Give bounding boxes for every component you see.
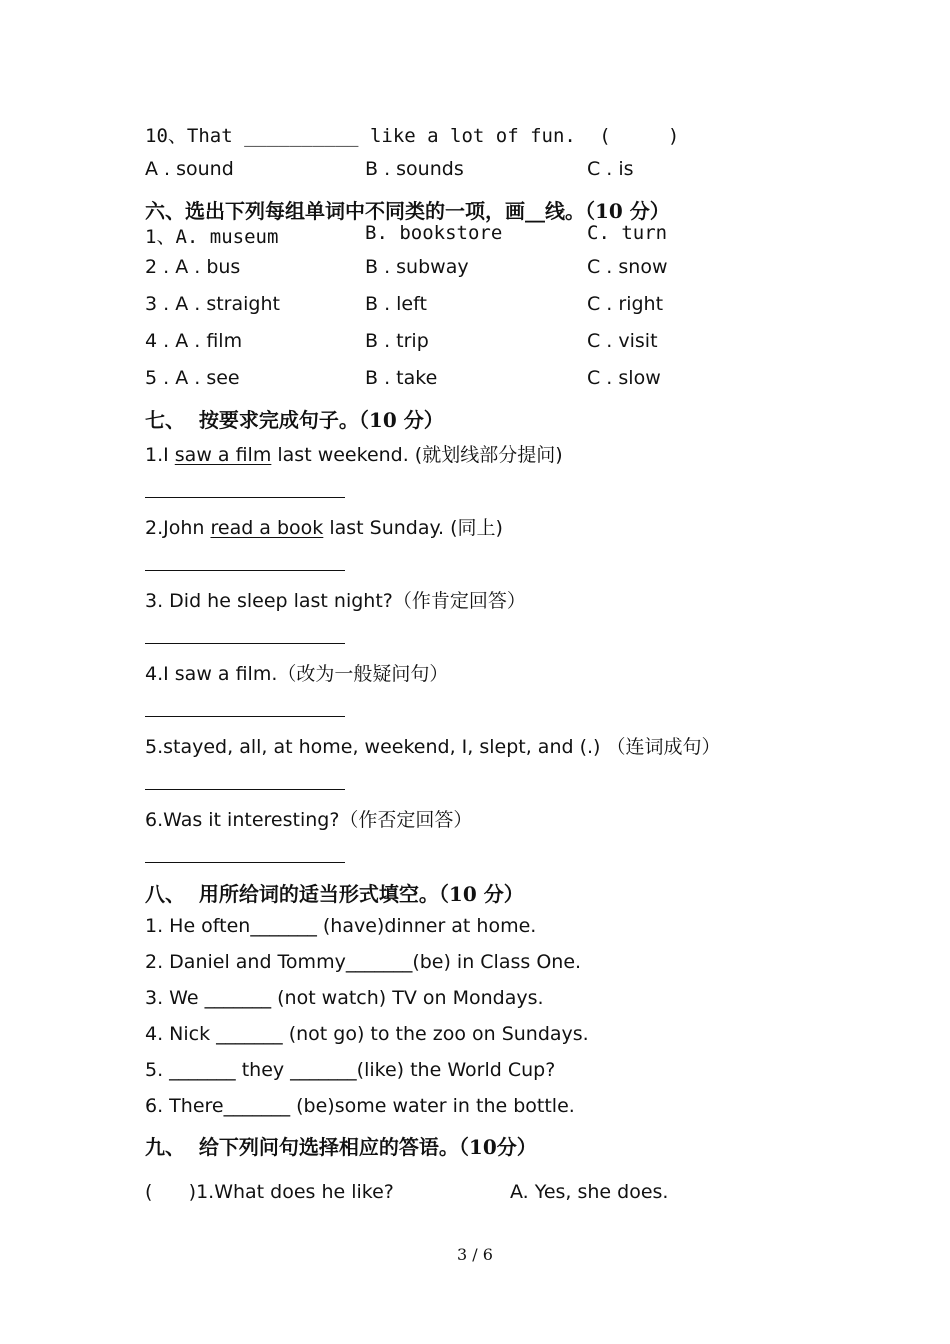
s7-answer-line-5[interactable] — [145, 789, 345, 790]
s9-a1: A. Yes, she does. — [510, 1181, 669, 1203]
s7-q1-post: last weekend. (就划线部分提问) — [271, 444, 563, 466]
q10-answer-paren: ( ) — [599, 125, 680, 147]
section9-title: 九、 给下列问句选择相应的答语。（10分） — [145, 1135, 537, 1159]
s7-q2-post: last Sunday. (同上) — [323, 517, 503, 539]
s7-answer-line-6[interactable] — [145, 862, 345, 863]
s8-item-3: 3. We _______ (not watch) TV on Mondays. — [145, 987, 544, 1009]
s7-q4: 4.I saw a film.（改为一般疑问句） — [145, 663, 449, 685]
s8-item-6: 6. There_______ (be)some water in the bottle. — [145, 1095, 575, 1117]
q10-stem — [145, 121, 679, 148]
s7-answer-line-2[interactable] — [145, 570, 345, 571]
s7-q5: 5.stayed, all, at home, weekend, I, slept, and (.) （连词成句） — [145, 736, 721, 758]
s7-q6: 6.Was it interesting?（作否定回答） — [145, 809, 473, 831]
s7-q2-pre: 2.John — [145, 517, 211, 539]
s6-row4-b: B . trip — [365, 330, 429, 352]
s7-q2 — [145, 513, 503, 540]
s6-row2-a: 2 . A . bus — [145, 256, 241, 278]
q10-option-c: C . is — [587, 158, 634, 180]
s7-answer-line-1[interactable] — [145, 497, 345, 498]
s6-row5-a: 5 . A . see — [145, 367, 240, 389]
s7-q1-underlined: saw a film — [174, 444, 272, 466]
s9-q1: ( )1.What does he like? — [145, 1181, 394, 1203]
s7-q1 — [145, 440, 563, 467]
s7-answer-line-3[interactable] — [145, 643, 345, 644]
section6-title-pre: 六、选出下列每组单词中不同类的一项，画 — [145, 199, 525, 223]
s7-q1-pre: 1.I — [145, 444, 175, 466]
s7-q3: 3. Did he sleep last night?（作肯定回答） — [145, 590, 526, 612]
section8-title: 八、 用所给词的适当形式填空。（10 分） — [145, 882, 524, 906]
q10-option-a: A . sound — [145, 158, 234, 180]
s7-answer-line-4[interactable] — [145, 716, 345, 717]
s6-row2-b: B . subway — [365, 256, 469, 278]
s8-item-1: 1. He often_______ (have)dinner at home. — [145, 915, 537, 937]
q10-option-b: B . sounds — [365, 158, 464, 180]
s6-row1-b: B. bookstore — [365, 222, 503, 244]
q10-stem-prefix: 10、That — [145, 125, 233, 147]
s6-row1-a: 1、A. museum — [145, 226, 279, 248]
section6-title — [145, 195, 670, 224]
s8-item-5: 5. _______ they _______(like) the World Cup? — [145, 1059, 556, 1081]
s6-row3-b: B . left — [365, 293, 427, 315]
s6-row5-c: C . slow — [587, 367, 661, 389]
s6-row3-a: 3 . A . straight — [145, 293, 280, 315]
s6-row5-b: B . take — [365, 367, 438, 389]
q10-stem-blank: __________ — [244, 125, 359, 147]
s8-item-2: 2. Daniel and Tommy_______(be) in Class One. — [145, 951, 582, 973]
q10-stem-suffix: like a lot of fun. — [369, 125, 576, 147]
s6-row1-c: C. turn — [587, 222, 668, 244]
s6-row3-c: C . right — [587, 293, 664, 315]
page-number: 3 / 6 — [457, 1245, 493, 1264]
section6-title-post: 线。（10 分） — [545, 199, 670, 223]
s6-row2-c: C . snow — [587, 256, 668, 278]
s6-row4-c: C . visit — [587, 330, 658, 352]
s7-q2-underlined: read a book — [210, 517, 324, 539]
s6-row4-a: 4 . A . film — [145, 330, 243, 352]
section6-title-blank: __ — [525, 199, 545, 223]
s8-item-4: 4. Nick _______ (not go) to the zoo on Sundays. — [145, 1023, 589, 1045]
section7-title: 七、 按要求完成句子。（10 分） — [145, 408, 444, 432]
